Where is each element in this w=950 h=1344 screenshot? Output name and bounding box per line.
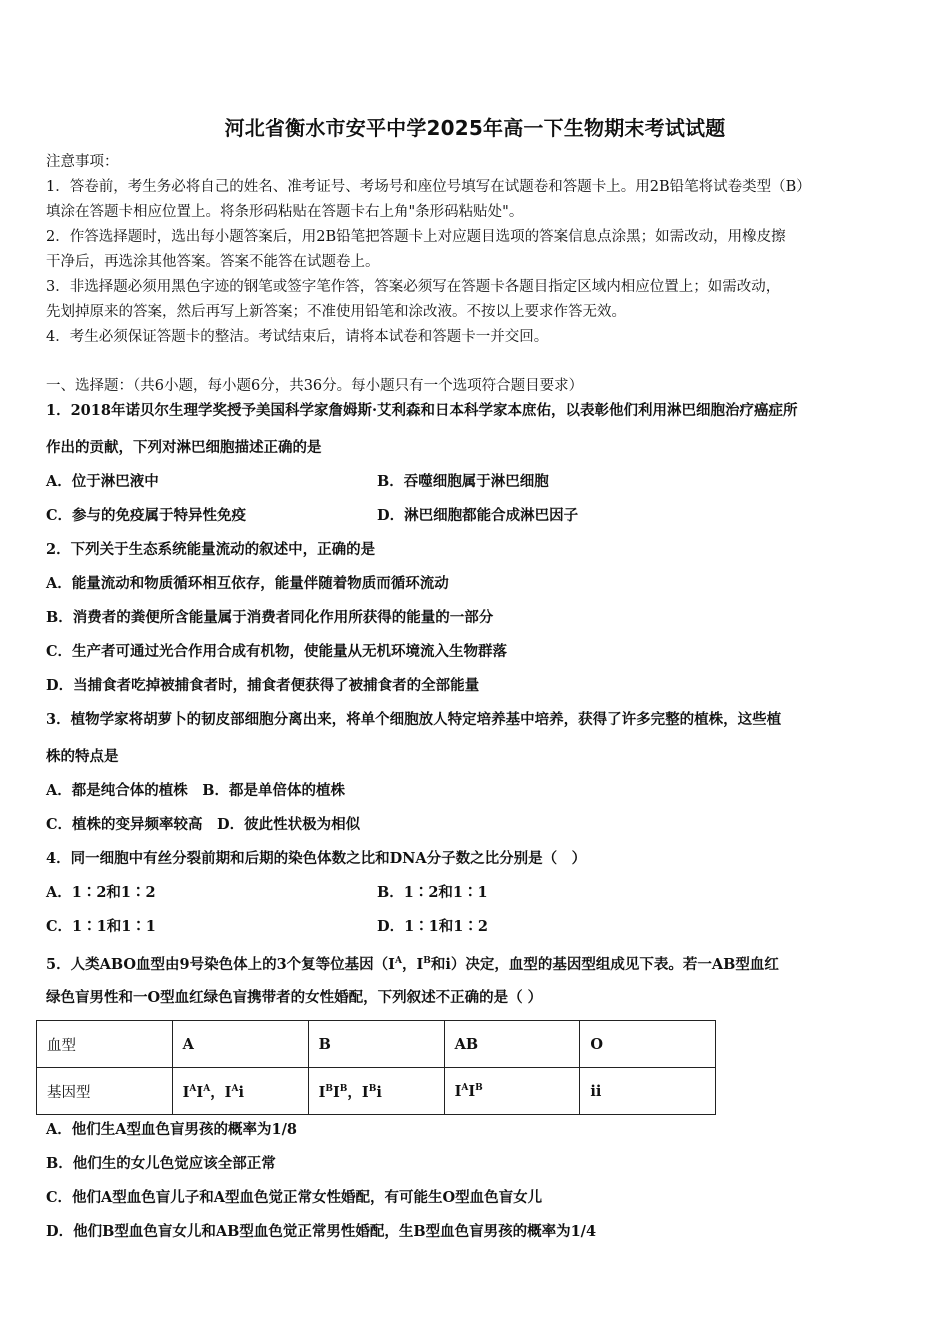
question-1-option-a: A．位于淋巴液中 <box>46 473 159 490</box>
allele-superscript: B <box>339 1083 348 1094</box>
allele-superscript: B <box>423 956 431 966</box>
blood-type-table <box>36 1020 716 1115</box>
allele-superscript: B <box>475 1082 483 1093</box>
genotype-part: i <box>238 1083 244 1101</box>
genotype-cell-ab <box>444 1068 580 1115</box>
question-5-stem-part: 5．人类ABO血型由9号染色体上的3个复等位基因（I <box>46 955 395 973</box>
table-row <box>37 1021 716 1068</box>
table-header-cell: A <box>172 1021 308 1068</box>
allele-superscript: B <box>368 1083 377 1094</box>
table-header-cell: B <box>308 1021 444 1068</box>
question-4-option-d: D．1∶1和1∶2 <box>377 918 488 935</box>
question-3-stem: 3．植物学家将胡萝卜的韧皮部细胞分离出来，将单个细胞放人特定培养基中培养，获得了许多完整的植株，这些植 <box>46 711 782 728</box>
question-3-options-cd: C．植株的变异频率较高 D．彼此性状极为相似 <box>46 816 361 833</box>
genotype-cell-o: ii <box>580 1068 716 1115</box>
question-4-option-b: B．1∶2和1∶1 <box>377 884 488 901</box>
question-5-option-d: D．他们B型血色盲女儿和AB型血色觉正常男性婚配，生B型血色盲男孩的概率为1/4 <box>46 1223 597 1240</box>
notice-line: 先划掉原来的答案，然后再写上新答案；不准使用铅笔和涂改液。不按以上要求作答无效。 <box>46 304 626 320</box>
table-row <box>37 1068 716 1115</box>
question-2-option-c: C．生产者可通过光合作用合成有机物，使能量从无机环境流入生物群落 <box>46 643 508 660</box>
notice-line: 1．答卷前，考生务必将自己的姓名、准考证号、考场号和座位号填写在试题卷和答题卡上。用2B铅笔将试卷类型（B） <box>46 179 811 195</box>
question-1-option-c: C．参与的免疫属于特异性免疫 <box>46 507 247 524</box>
question-2-option-d: D．当捕食者吃掉被捕食者时，捕食者便获得了被捕食者的全部能量 <box>46 677 480 694</box>
section-heading: 一、选择题：（共6小题，每小题6分，共36分。每小题只有一个选项符合题目要求） <box>46 378 584 394</box>
genotype-part: ，I <box>347 1083 369 1101</box>
question-4-option-a: A．1∶2和1∶2 <box>46 884 156 901</box>
question-2-option-a: A．能量流动和物质循环相互依存，能量伴随着物质而循环流动 <box>46 575 449 592</box>
genotype-cell-a <box>172 1068 308 1115</box>
allele-superscript: A <box>203 1083 211 1094</box>
notice-line: 填涂在答题卡相应位置上。将条形码粘贴在答题卡右上角"条形码粘贴处"。 <box>46 204 524 220</box>
genotype-part: I <box>468 1082 476 1100</box>
genotype-part: I <box>182 1083 190 1101</box>
question-5-option-c: C．他们A型血色盲儿子和A型血色觉正常女性婚配，有可能生O型血色盲女儿 <box>46 1189 543 1206</box>
question-2-option-b: B．消费者的粪便所含能量属于消费者同化作用所获得的能量的一部分 <box>46 609 494 626</box>
genotype-part: i <box>376 1083 382 1101</box>
allele-superscript: A <box>461 1082 469 1093</box>
notice-line: 3．非选择题必须用黑色字迹的钢笔或签字笔作答，答案必须写在答题卡各题目指定区域内相应位置上；如需改动， <box>46 279 781 295</box>
allele-superscript: A <box>394 956 402 966</box>
question-5-option-b: B．他们生的女儿色觉应该全部正常 <box>46 1155 276 1172</box>
question-1-stem: 1．2018年诺贝尔生理学奖授予美国科学家詹姆斯·艾利森和日本科学家本庶佑，以表彰他们利用淋巴细胞治疗癌症所 <box>46 402 798 419</box>
table-header-cell: 血型 <box>37 1021 173 1068</box>
table-header-cell: AB <box>444 1021 580 1068</box>
question-5-stem <box>46 951 906 975</box>
notice-line: 4．考生必须保证答题卡的整洁。考试结束后，请将本试卷和答题卡一并交回。 <box>46 329 549 345</box>
genotype-part: I <box>196 1083 204 1101</box>
allele-superscript: A <box>231 1083 239 1094</box>
table-cell: 基因型 <box>37 1068 173 1115</box>
question-5-option-a: A．他们生A型血色盲男孩的概率为1/8 <box>46 1121 297 1138</box>
notice-line: 干净后，再选涂其他答案。答案不能答在试题卷上。 <box>46 254 380 270</box>
allele-superscript: A <box>189 1083 197 1094</box>
question-1-option-d: D．淋巴细胞都能合成淋巴因子 <box>377 507 579 524</box>
genotype-part: I <box>454 1082 462 1100</box>
question-3-options-ab: A．都是纯合体的植株 B．都是单倍体的植株 <box>46 782 346 799</box>
question-5-stem-part: ，I <box>401 955 424 973</box>
genotype-part: ，I <box>210 1083 232 1101</box>
allele-superscript: B <box>325 1083 333 1094</box>
question-1-option-b: B．吞噬细胞属于淋巴细胞 <box>377 473 549 490</box>
question-1-stem-cont: 作出的贡献，下列对淋巴细胞描述正确的是 <box>46 439 322 456</box>
question-3-stem-cont: 株的特点是 <box>46 748 119 765</box>
table-header-cell: O <box>580 1021 716 1068</box>
page-title: 河北省衡水市安平中学2025年高一下生物期末考试试题 <box>224 116 726 140</box>
question-5-stem-cont: 绿色盲男性和一O型血红绿色盲携带者的女性婚配，下列叙述不正确的是（ ） <box>46 989 543 1006</box>
notice-line: 2．作答选择题时，选出每小题答案后，用2B铅笔把答题卡上对应题目选项的答案信息点涂黑；如需改动，用橡皮擦 <box>46 229 786 245</box>
question-5-stem-part: 和i）决定，血型的基因型组成见下表。若一AB型血红 <box>430 955 779 973</box>
question-4-option-c: C．1∶1和1∶1 <box>46 918 156 935</box>
question-2-stem: 2．下列关于生态系统能量流动的叙述中，正确的是 <box>46 541 376 558</box>
genotype-part: I <box>318 1083 326 1101</box>
notice-heading: 注意事项： <box>46 154 119 170</box>
question-4-stem: 4．同一细胞中有丝分裂前期和后期的染色体数之比和DNA分子数之比分别是（ ） <box>46 850 587 867</box>
genotype-cell-b <box>308 1068 444 1115</box>
genotype-part: I <box>333 1083 340 1101</box>
